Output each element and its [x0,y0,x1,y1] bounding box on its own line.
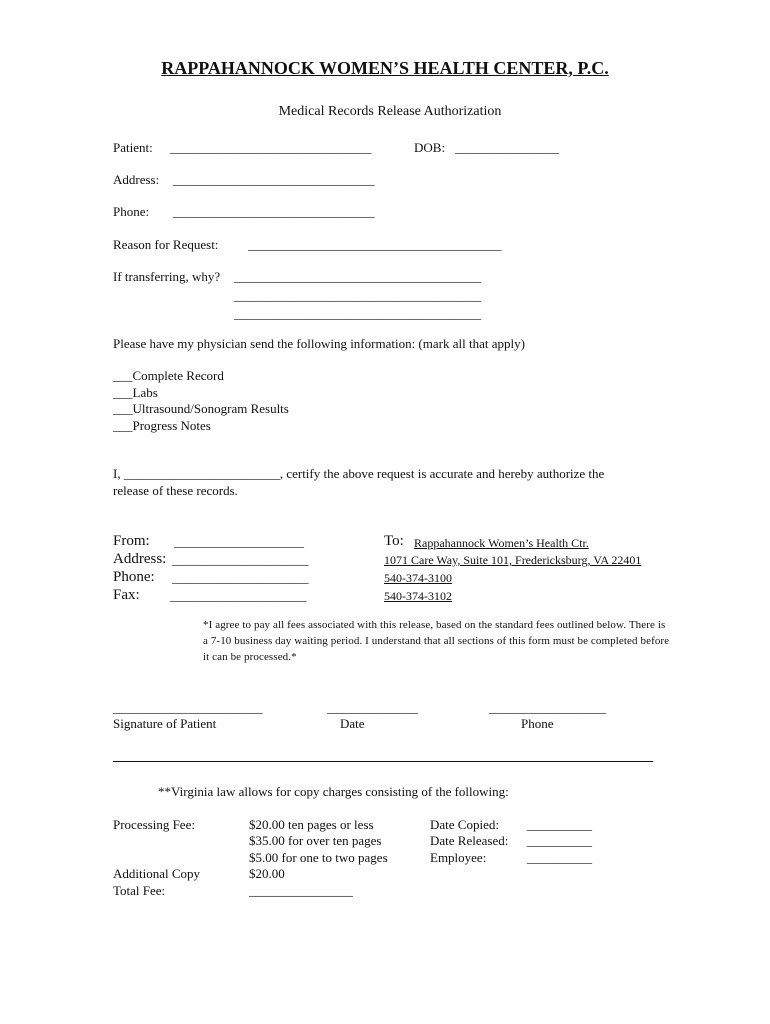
from-fax-label: Fax: [113,587,140,603]
reason-field[interactable]: _______________________________________ [248,237,502,252]
to-name: Rappahannock Women’s Health Ctr. [414,536,589,550]
date-copied-label: Date Copied: [430,817,499,832]
fee-agreement-notice: *I agree to pay all fees associated with this release, based on the standard fees outlined below. There is a 7-10 business day waiting period. I understand that all sections of this form must be completed before it can be processed.* [203,619,670,663]
date-released-field[interactable]: __________ [527,833,592,848]
to-phone: 540-374-3100 [384,571,452,585]
certification-line-2: release of these records. [113,483,238,498]
transfer-label: If transferring, why? [113,269,221,284]
from-field[interactable]: ____________________ [174,534,304,549]
patient-label: Patient: [113,140,153,155]
request-instruction: Please have my physician send the following information: (mark all that apply) [113,336,525,351]
signature-phone-field[interactable]: __________________ [489,700,606,715]
date-field[interactable]: ______________ [327,700,418,715]
checklist-ultrasound[interactable]: ___Ultrasound/Sonogram Results [113,401,289,416]
virginia-law-notice: **Virginia law allows for copy charges consisting of the following: [158,784,509,799]
section-divider [113,761,653,762]
total-fee-label: Total Fee: [113,883,166,898]
signature-label: Signature of Patient [113,716,217,731]
phone-field[interactable]: _______________________________ [173,204,375,219]
from-phone-field[interactable]: _____________________ [172,570,309,585]
signature-phone-label: Phone [521,716,554,731]
fee-tier-3: $5.00 for one to two pages [249,850,388,865]
transfer-field-line-1[interactable]: ______________________________________ [234,269,481,284]
form-title: RAPPAHANNOCK WOMEN’S HEALTH CENTER, P.C. [161,58,609,78]
from-phone-label: Phone: [113,569,155,585]
from-address-label: Address: [113,551,167,567]
to-fax: 540-374-3102 [384,589,452,603]
date-copied-field[interactable]: __________ [527,817,592,832]
signature-field[interactable]: _______________________ [113,700,263,715]
phone-label: Phone: [113,204,150,219]
dob-field[interactable]: ________________ [455,140,559,155]
from-label: From: [113,533,150,549]
to-address: 1071 Care Way, Suite 101, Fredericksburg, VA 22401 [384,553,642,567]
checklist-labs[interactable]: ___Labs [113,384,158,400]
certification-line-1[interactable]: I, ________________________, certify the above request is accurate and hereby authorize the [113,466,605,481]
additional-copy-label: Additional Copy [113,866,201,881]
checklist-complete-record[interactable]: ___Complete Record [113,368,224,383]
request-checklist [113,368,289,434]
checklist-progress-notes[interactable]: ___Progress Notes [113,417,211,433]
from-fax-field[interactable]: _____________________ [170,588,307,603]
processing-fee-label: Processing Fee: [113,817,195,832]
address-field[interactable]: _______________________________ [173,172,375,187]
from-address-field[interactable]: _____________________ [172,552,309,567]
fee-tier-1: $20.00 ten pages or less [249,817,374,832]
patient-field[interactable]: _______________________________ [170,140,372,155]
employee-label: Employee: [430,850,487,865]
total-fee-field[interactable]: ________________ [249,883,353,898]
to-label: To: [384,533,404,549]
additional-copy-amount: $20.00 [249,866,285,881]
employee-field[interactable]: __________ [527,850,592,865]
date-released-label: Date Released: [430,833,509,848]
dob-label: DOB: [414,140,446,155]
transfer-field-line-3[interactable]: ______________________________________ [234,306,481,321]
address-label: Address: [113,172,160,187]
date-label: Date [340,716,365,731]
form-subtitle: Medical Records Release Authorization [278,104,502,119]
transfer-field-line-2[interactable]: ______________________________________ [234,288,481,303]
fee-tier-2: $35.00 for over ten pages [249,833,382,848]
reason-label: Reason for Request: [113,237,219,252]
